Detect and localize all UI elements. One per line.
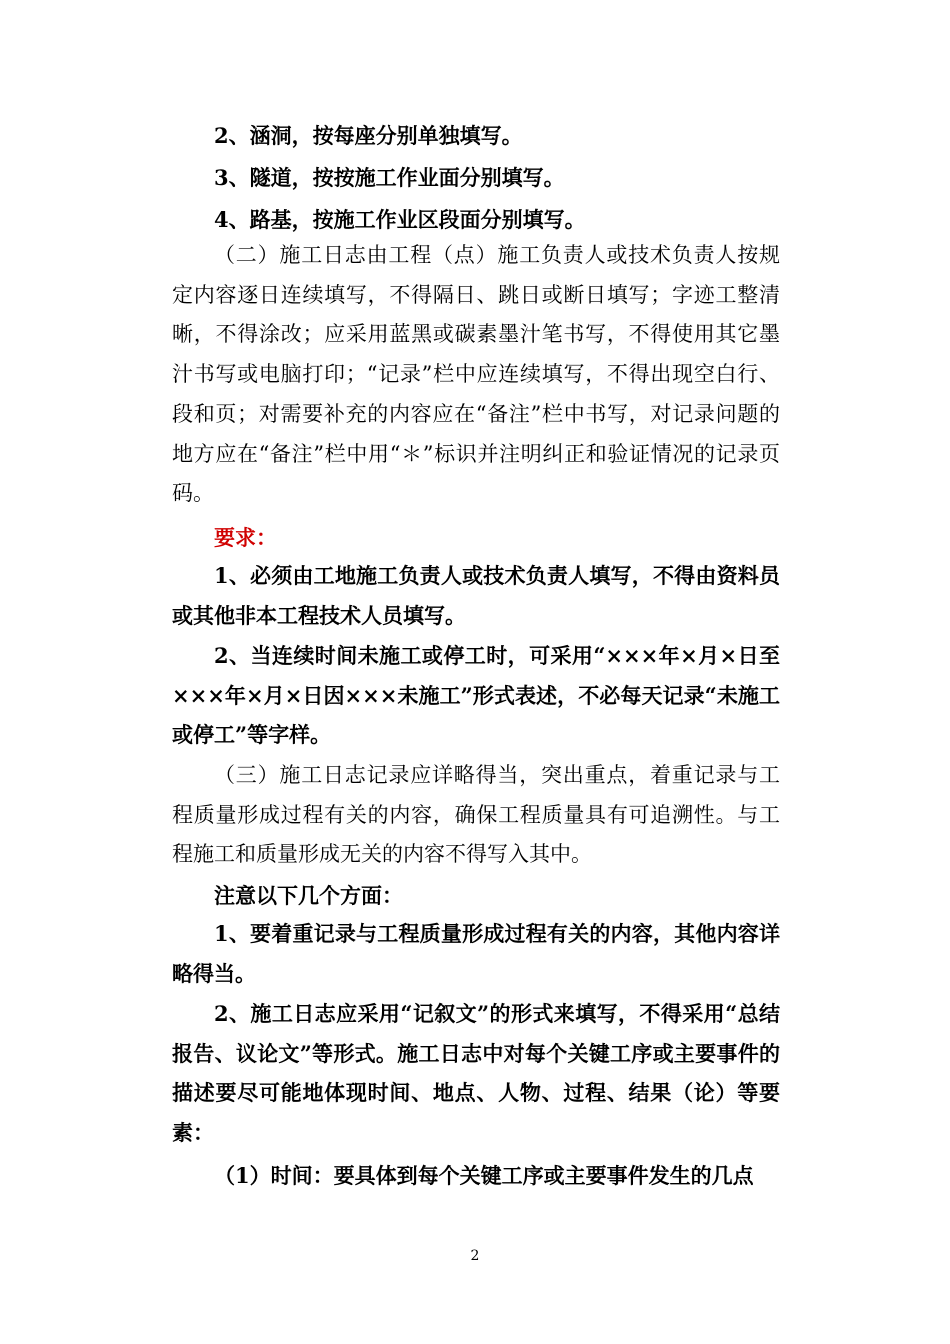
paragraph-section-3: （三）施工日志记录应详略得当，突出重点，着重记录与工程质量形成过程有关的内容，确保工程质量具有可追溯性。与工程施工和质量形成无关的内容不得写入其中。 — [172, 763, 780, 867]
paragraph-roadbed: 4、路基，按施工作业区段面分别填写。 — [214, 207, 586, 232]
heading-notes: 注意以下几个方面： — [214, 883, 403, 908]
paragraph-section-2: （二）施工日志由工程（点）施工负责人或技术负责人按规定内容逐日连续填写，不得隔日、跳日或断日填写；字迹工整清晰，不得涂改；应采用蓝黑或碳素墨汁笔书写，不得使用其它墨汁书写或电脑打印；“记录”栏中应连续填写，不得出现空白行、段和页；对需要补充的内容应在“备注”栏中书写，对记录问题的地方应在“备注”栏中用“＊”标识并注明纠正和验证情况的记录页码。 — [172, 243, 780, 506]
paragraph-culvert: 2、涵洞，按每座分别单独填写。 — [214, 123, 523, 148]
page-number: 2 — [470, 1248, 480, 1264]
paragraph-note-1: 1、要着重记录与工程质量形成过程有关的内容，其他内容详略得当。 — [172, 921, 780, 986]
paragraph-tunnel: 3、隧道，按按施工作业面分别填写。 — [214, 165, 565, 190]
paragraph-requirement-2: 2、当连续时间未施工或停工时，可采用“×××年×月×日至×××年×月×日因×××未施工”形式表述，不必每天记录“未施工或停工”等字样。 — [172, 643, 781, 748]
paragraph-requirement-1: 1、必须由工地施工负责人或技术负责人填写，不得由资料员或其他非本工程技术人员填写。 — [172, 563, 780, 628]
paragraph-note-time: （1）时间：要具体到每个关键工序或主要事件发生的几点 — [214, 1163, 754, 1188]
heading-requirements: 要求： — [214, 525, 277, 550]
paragraph-note-2: 2、施工日志应采用“记叙文”的形式来填写，不得采用“总结报告、议论文”等形式。施工日志中对每个关键工序或主要事件的描述要尽可能地体现时间、地点、人物、过程、结果（论）等要素： — [172, 1001, 780, 1146]
